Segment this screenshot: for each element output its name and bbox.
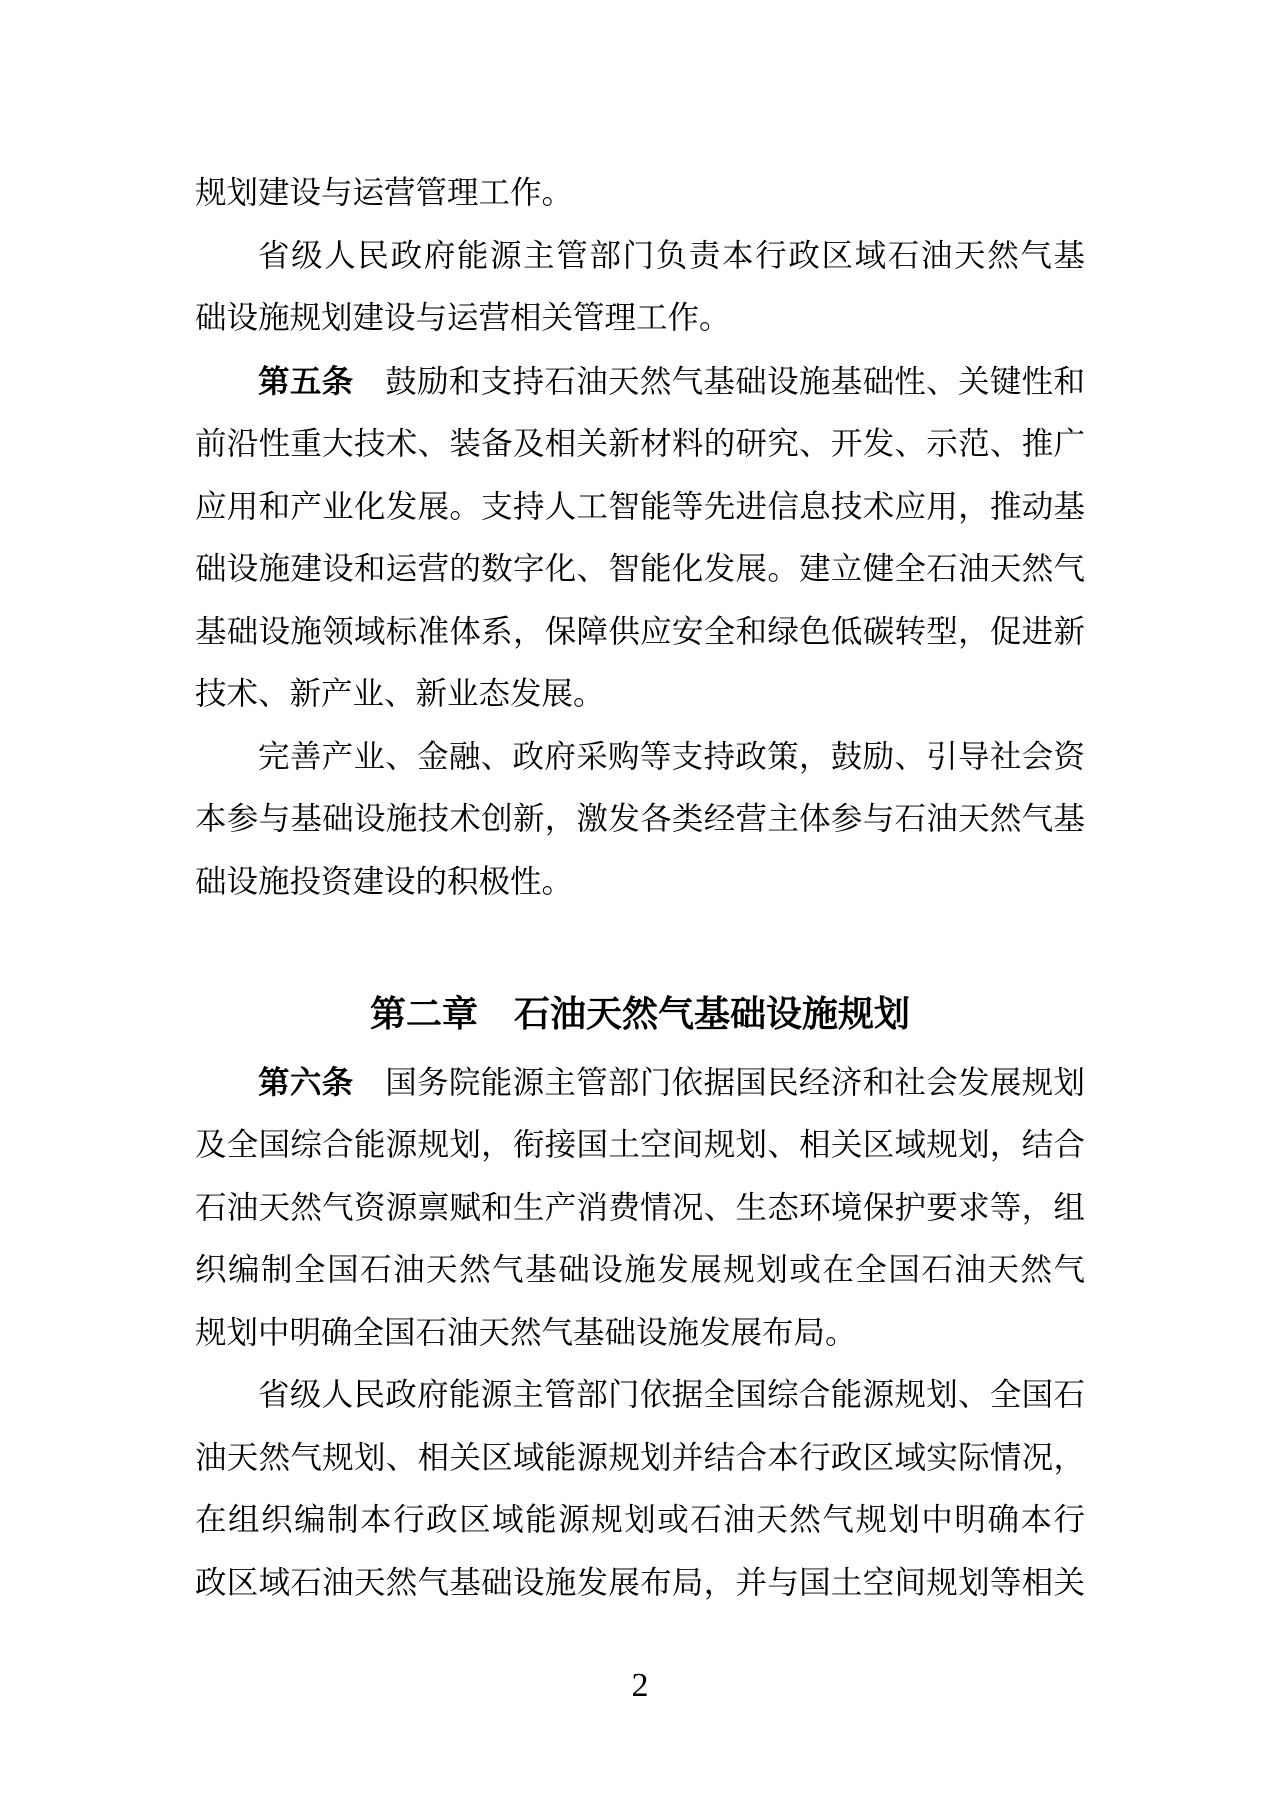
text-line: 规划建设与运营管理工作。 <box>195 175 574 210</box>
text-line: 基础设施领域标准体系，保障供应安全和绿色低碳转型，促进新 <box>195 613 1085 649</box>
text-line: 石油天然气资源禀赋和生产消费情况、生态环境保护要求等，组 <box>195 1189 1085 1225</box>
page-number: 2 <box>631 1667 649 1704</box>
paragraph <box>195 350 1085 726</box>
text-line: 在组织编制本行政区域能源规划或石油天然气规划中明确本行 <box>195 1502 1085 1537</box>
paragraph <box>195 726 1085 914</box>
text-line: 应用和产业化发展。支持人工智能等先进信息技术应用，推动基 <box>195 488 1085 524</box>
paragraph <box>195 1364 1085 1614</box>
text-line: 规划中明确全国石油天然气基础设施发展布局。 <box>195 1314 857 1350</box>
text-line: 础设施投资建设的积极性。 <box>195 863 574 899</box>
text-line: 油天然气规划、相关区域能源规划并结合本行政区域实际情况， <box>195 1439 1085 1475</box>
text-line: 政区域石油天然气基础设施发展布局，并与国土空间规划等相关 <box>195 1564 1085 1600</box>
text-line <box>195 350 1085 414</box>
text-line: 础设施规划建设与运营相关管理工作。 <box>195 300 731 335</box>
text-line: 完善产业、金融、政府采购等支持政策，鼓励、引导社会资 <box>258 738 1085 774</box>
text-line <box>195 1051 1085 1115</box>
text-line: 省级人民政府能源主管部门依据全国综合能源规划、全国石 <box>258 1377 1085 1412</box>
text-line: 前沿性重大技术、装备及相关新材料的研究、开发、示范、推广 <box>195 426 1085 461</box>
paragraph <box>195 1051 1085 1365</box>
chapter-heading: 第二章 石油天然气基础设施规划 <box>369 993 910 1034</box>
article-number: 第六条 <box>258 1063 354 1100</box>
text-line: 织编制全国石油天然气基础设施发展规划或在全国石油天然气 <box>195 1252 1085 1287</box>
text-line: 技术、新产业、新业态发展。 <box>195 676 605 711</box>
paragraph <box>195 225 1085 350</box>
text-line: 省级人民政府能源主管部门负责本行政区域石油天然气基 <box>258 237 1085 273</box>
text-line: 础设施建设和运营的数字化、智能化发展。建立健全石油天然气 <box>195 551 1085 586</box>
document-body <box>195 162 1085 1614</box>
text-line: 本参与基础设施技术创新，激发各类经营主体参与石油天然气基 <box>195 801 1085 836</box>
text-line: 及全国综合能源规划，衔接国土空间规划、相关区域规划，结合 <box>195 1127 1085 1162</box>
line-text: 国务院能源主管部门依据国民经济和社会发展规划 <box>353 1064 1085 1100</box>
paragraph <box>195 162 1085 225</box>
line-text: 鼓励和支持石油天然气基础设施基础性、关键性和 <box>353 363 1085 399</box>
article-number: 第五条 <box>258 362 354 399</box>
